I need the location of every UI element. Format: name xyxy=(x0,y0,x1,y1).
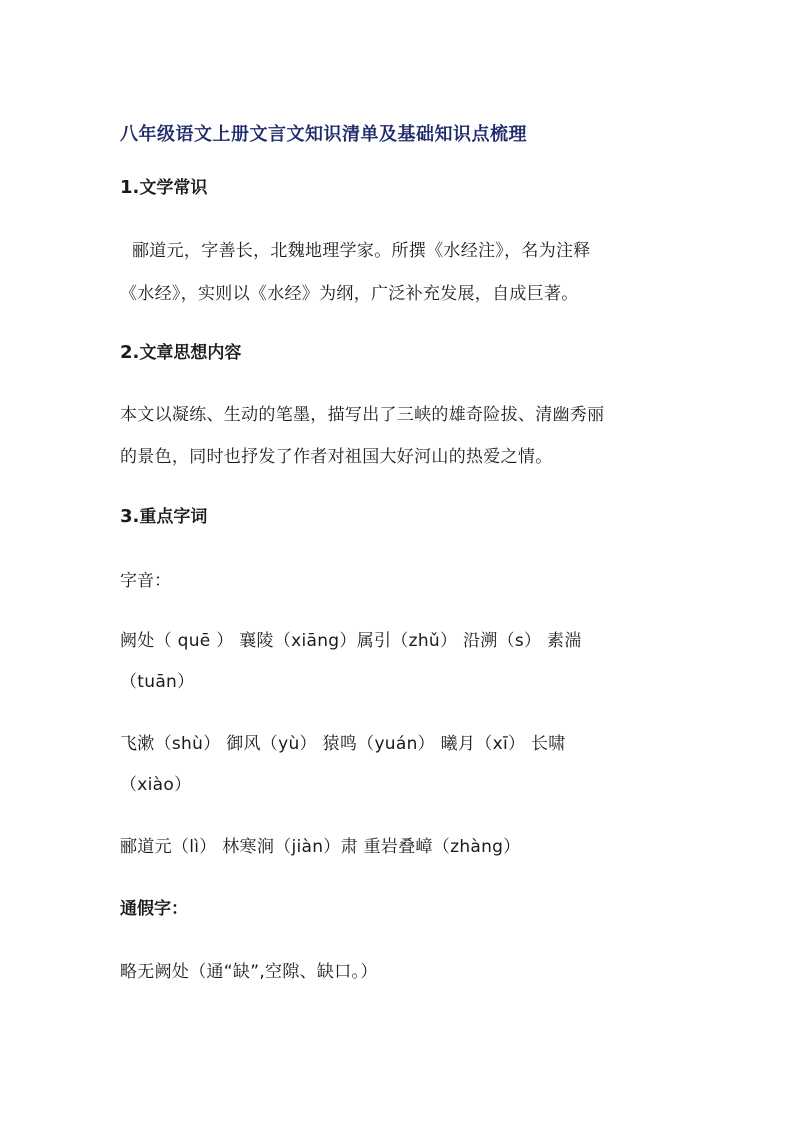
pronunciation-line: 阙处（ quē ） 襄陵（xiāng）属引（zhǔ） 沿溯（s） 素湍 xyxy=(120,631,582,651)
paragraph-line: 《水经》，实则以《水经》为纲，广泛补充发展，自成巨著。 xyxy=(120,284,579,304)
section-number: 2. xyxy=(120,342,140,363)
section-heading-content xyxy=(120,338,241,363)
section-title: 重点字词 xyxy=(139,507,208,527)
document-title: 八年级语文上册文言文知识清单及基础知识点梳理 xyxy=(120,124,527,145)
paragraph-line: 的景色，同时也抒发了作者对祖国大好河山的热爱之情。 xyxy=(120,447,553,467)
section-number: 3. xyxy=(120,506,140,527)
section-title: 文章思想内容 xyxy=(139,343,242,363)
section-title: 文学常识 xyxy=(139,178,208,198)
pronunciation-label: 字音： xyxy=(120,571,171,591)
pronunciation-line: （tuān） xyxy=(120,672,195,692)
section-heading-key-words xyxy=(120,502,207,527)
paragraph-line: 郦道元，字善长，北魏地理学家。所撰《水经注》，名为注释 xyxy=(132,241,591,261)
tongjia-label: 通假字： xyxy=(120,899,188,919)
pronunciation-line: 郦道元（lì） 林寒涧（jiàn）肃 重岩叠嶂（zhàng） xyxy=(120,837,521,857)
tongjia-line: 略无阙处（通“缺”,空隙、缺口。） xyxy=(120,962,378,982)
paragraph-line: 本文以凝练、生动的笔墨，描写出了三峡的雄奇险拔、清幽秀丽 xyxy=(120,405,605,425)
section-number: 1. xyxy=(120,177,140,198)
section-heading-literature xyxy=(120,173,207,198)
pronunciation-line: 飞漱（shù） 御风（yù） 猿鸣（yuán） 曦月（xī） 长啸 xyxy=(120,734,566,754)
pronunciation-line: （xiào） xyxy=(120,775,192,795)
